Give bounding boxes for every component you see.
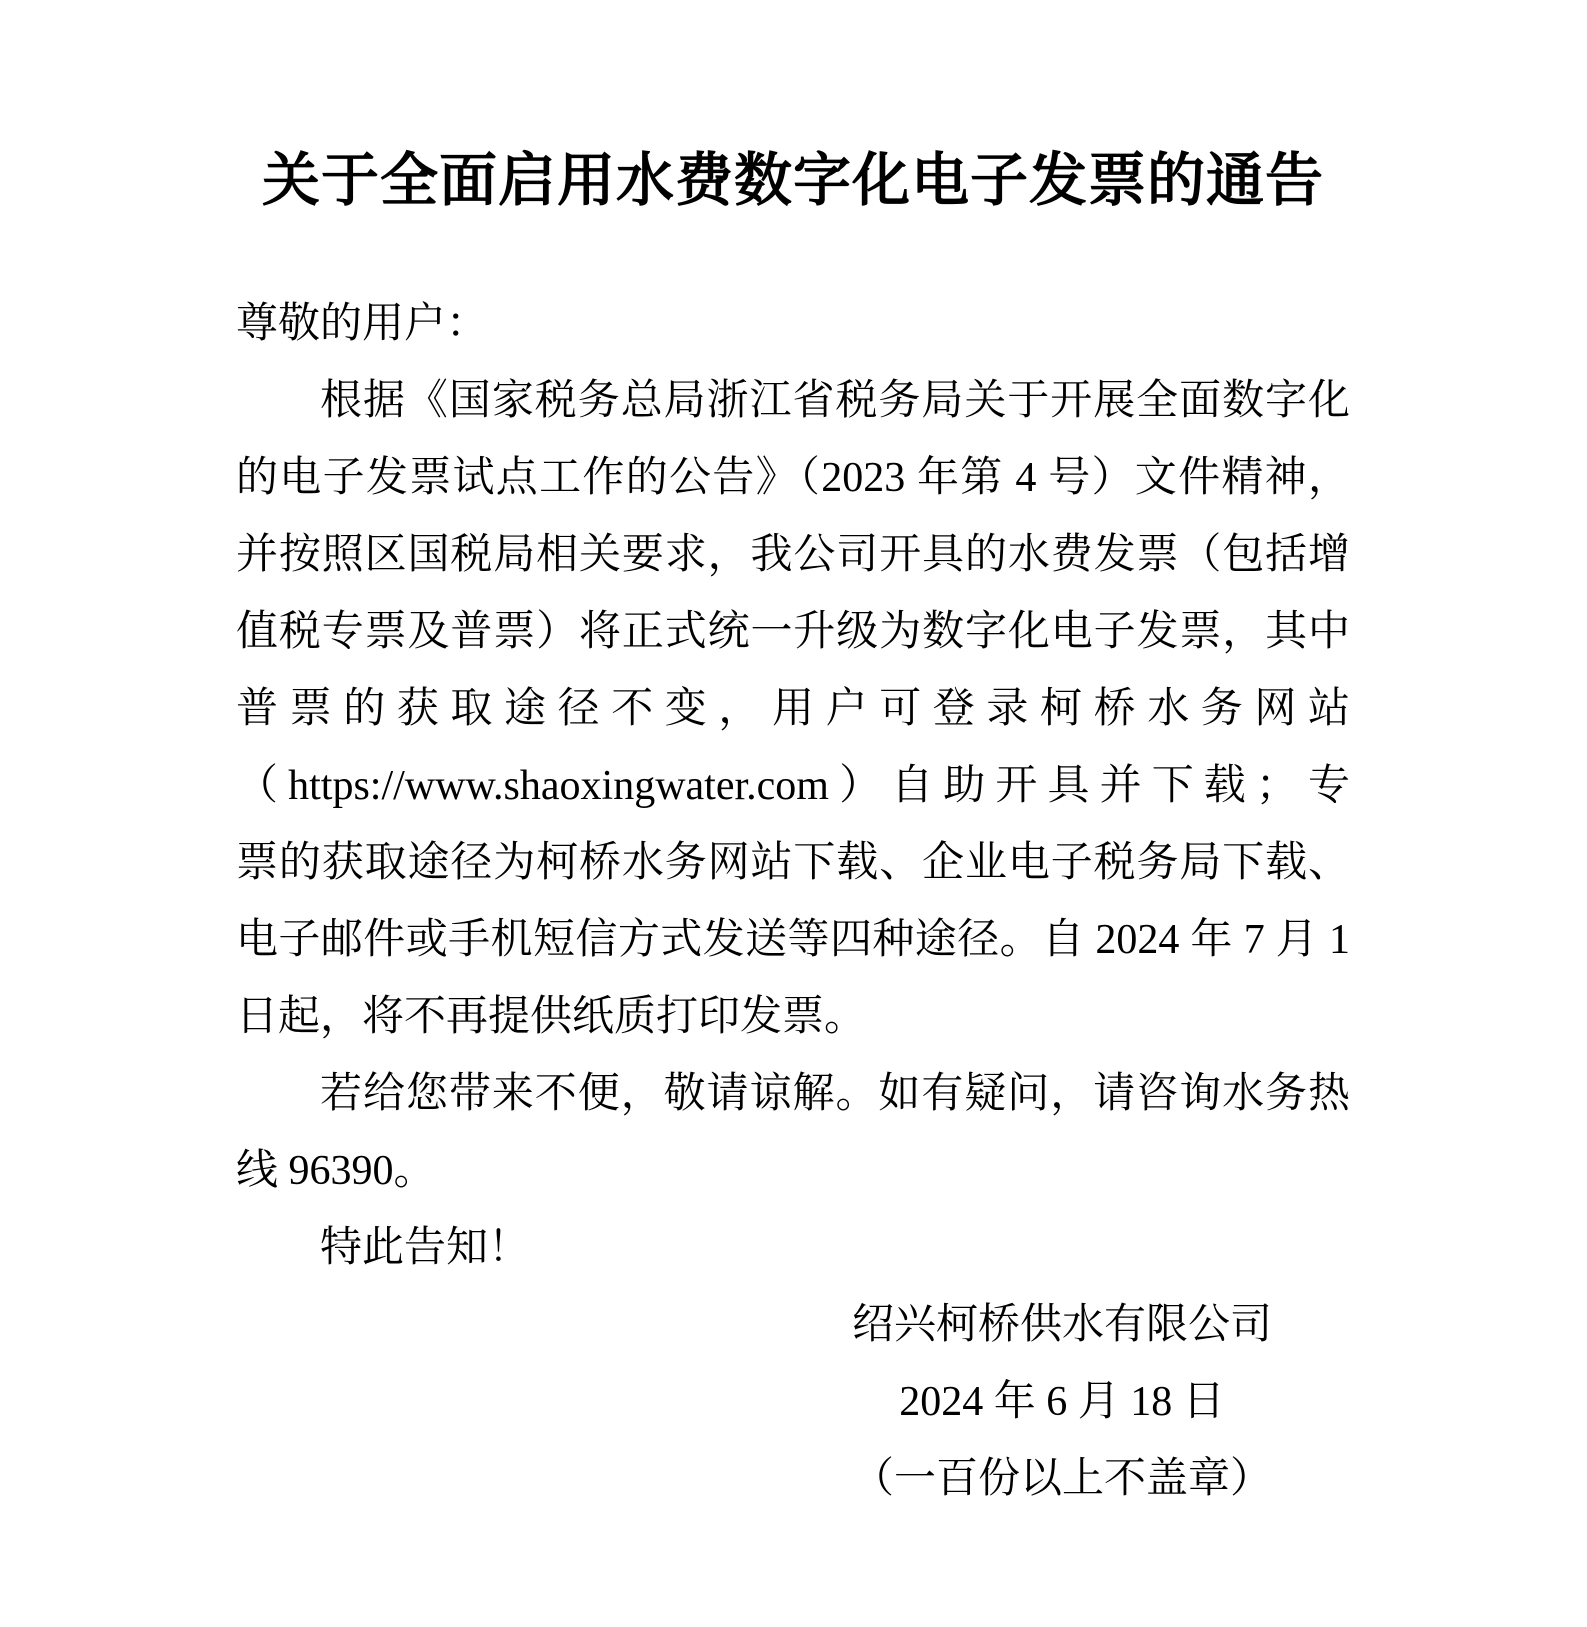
signature-block [832,1287,1292,1518]
body-line: 特此告知！ [320,1224,531,1271]
notice-body [236,286,1350,1287]
body-line: 普票的获取途径不变，用户可登录柯桥水务网站 [236,685,1350,732]
signature-date: 2024 年 6 月 18 日 [899,1378,1225,1425]
paragraph-closing [236,1210,1350,1287]
body-line: 若给您带来不便，敬请谅解。如有疑问，请咨询水务热 [320,1070,1350,1117]
signature-note: （一百份以上不盖章） [851,1455,1272,1502]
body-line: 的电子发票试点工作的公告》（2023 年第 4 号）文件精神， [236,454,1350,501]
paragraph-apology [236,1056,1350,1210]
body-line-hotline: 线 96390。 [236,1147,436,1194]
body-line: 电子邮件或手机短信方式发送等四种途径。自 2024 年 7 月 1 [236,916,1350,963]
body-line: 票的获取途径为柯桥水务网站下载、企业电子税务局下载、 [236,839,1350,886]
body-line: 并按照区国税局相关要求，我公司开具的水费发票（包括增 [236,531,1350,578]
body-line: 根据《国家税务总局浙江省税务局关于开展全面数字化 [320,377,1350,424]
salutation-line: 尊敬的用户： [236,300,489,347]
signature-company: 绍兴柯桥供水有限公司 [851,1301,1272,1348]
paragraph-main [236,363,1350,1056]
body-line-website-url: （https://www.shaoxingwater.com）自助开具并下载；专 [236,762,1350,809]
body-line: 日起，将不再提供纸质打印发票。 [236,993,867,1040]
page-title: 关于全面启用水费数字化电子发票的通告 [261,148,1324,213]
body-line: 值税专票及普票）将正式统一升级为数字化电子发票，其中 [236,608,1350,655]
